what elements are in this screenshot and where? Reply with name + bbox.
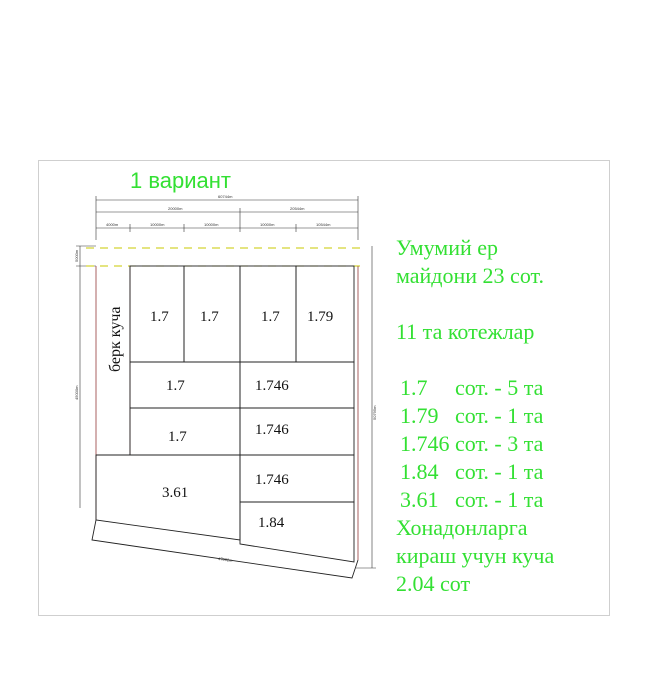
legend-spacer — [396, 290, 554, 318]
access-strip — [86, 248, 362, 266]
legend-item: 1.84 сот. - 1 та — [400, 459, 544, 484]
lot-label-r3l: 1.7 — [168, 429, 187, 445]
legend-item: 1.79 сот. - 1 та — [400, 403, 544, 428]
legend-street-area: 2.04 сот — [396, 571, 471, 596]
legend-item: 3.61 сот. - 1 та — [400, 487, 544, 512]
dim-top-seg2: 10000m — [150, 222, 165, 227]
legend-total-line1: Умумий ер — [396, 235, 499, 260]
legend-spacer — [396, 346, 554, 374]
legend-street-line2: кираш учун куча — [396, 543, 555, 568]
dim-left-main: 45000m — [74, 385, 79, 400]
dim-top-seg5: 10544m — [316, 222, 331, 227]
variant-title: 1 вариант — [130, 168, 232, 193]
dim-left-top: 5000m — [74, 249, 79, 262]
lot-label-r1c1: 1.7 — [150, 309, 169, 325]
dim-top-seg4: 10000m — [260, 222, 275, 227]
lot-label-r2l: 1.7 — [166, 378, 185, 394]
street-label: берк куча — [107, 306, 124, 372]
top-dimensions — [96, 196, 358, 240]
legend — [396, 234, 554, 598]
lot-label-r1c4: 1.79 — [307, 309, 334, 325]
dim-top-seg3: 10000m — [204, 222, 219, 227]
lot-label-r2r: 1.746 — [255, 378, 289, 394]
dim-right-main: 50795m — [372, 405, 377, 420]
lot-label-r1c2: 1.7 — [200, 309, 219, 325]
lot-label-r4l: 3.61 — [162, 485, 189, 501]
lot-label-r1c3: 1.7 — [261, 309, 280, 325]
legend-item: 1.7 сот. - 5 та — [400, 375, 544, 400]
dim-top-total: 60744m — [218, 194, 233, 199]
boundary — [92, 520, 358, 578]
dim-top-right: 20544m — [290, 206, 305, 211]
left-dimensions — [76, 246, 96, 508]
dim-bottom: 47092m — [217, 556, 233, 564]
dim-top-seg1: 4000m — [106, 222, 119, 227]
lot-label-r5r: 1.84 — [258, 515, 285, 531]
legend-cottage-count: 11 та котежлар — [396, 319, 535, 344]
lot-label-r3r: 1.746 — [255, 422, 289, 438]
legend-street-line1: Хонадонларга — [396, 515, 528, 540]
legend-item: 1.746 сот. - 3 та — [400, 431, 544, 456]
dim-top-left: 20000m — [168, 206, 183, 211]
lot-label-r4r: 1.746 — [255, 472, 289, 488]
legend-total-line2: майдони 23 сот. — [396, 263, 544, 288]
